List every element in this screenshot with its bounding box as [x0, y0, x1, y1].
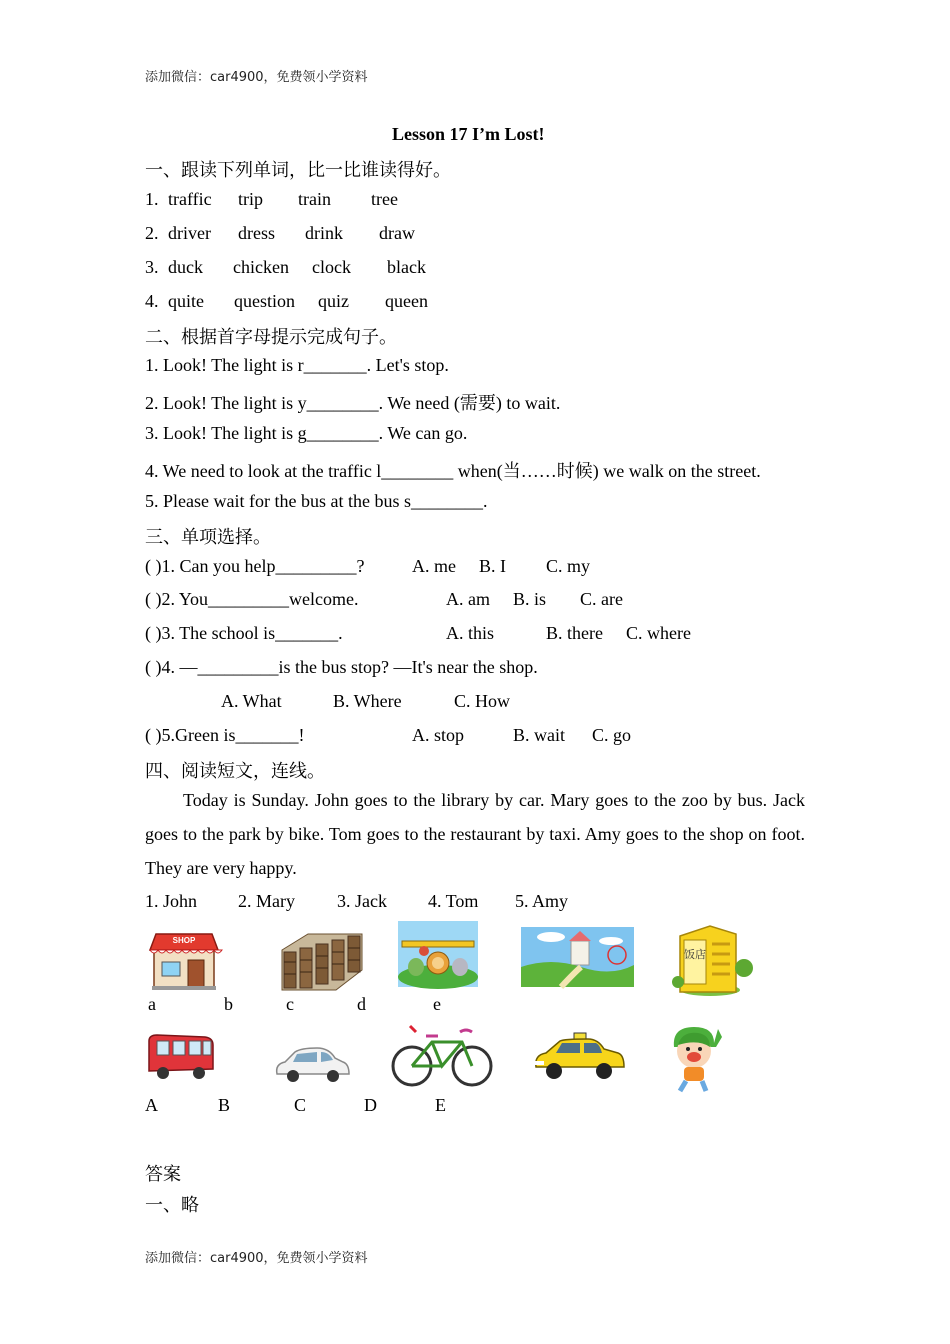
word: chicken	[233, 257, 289, 277]
section2-heading: 二、根据首字母提示完成句子。	[145, 327, 397, 348]
answers-line: 一、略	[145, 1195, 199, 1216]
word: driver	[168, 223, 211, 243]
place-letter: c	[286, 994, 294, 1014]
name-item: 3. Jack	[337, 891, 387, 911]
passage-text: Today is Sunday. John goes to the library by car. Mary goes to the zoo by bus. Jack goes to the park by bike. Tom goes to the restaurant by taxi. Amy goes to the shop on foot. They are very happy.	[145, 790, 805, 878]
place-letter: d	[357, 994, 366, 1014]
option-c: C. my	[546, 556, 591, 576]
fill-sentence: 4. We need to look at the traffic l________ when(当……时候) we walk on the street.	[145, 461, 761, 481]
bus-icon	[145, 1033, 215, 1081]
word: clock	[312, 257, 351, 277]
option-a: A. this	[446, 623, 495, 643]
place-letter: a	[148, 994, 156, 1014]
vehicle-letter: E	[435, 1095, 446, 1115]
place-letter: e	[433, 994, 441, 1014]
zoo-icon	[398, 921, 478, 987]
option-a: A. stop	[412, 725, 465, 745]
word: black	[387, 257, 426, 277]
taxi-icon	[532, 1031, 626, 1083]
word: trip	[238, 189, 263, 209]
word: question	[234, 291, 295, 311]
question-text: ( )1. Can you help_________?	[145, 556, 365, 576]
vehicle-letter: D	[364, 1095, 377, 1115]
shop-sign-text: SHOP	[172, 936, 196, 945]
vehicle-letter: B	[218, 1095, 231, 1115]
section1-heading: 一、跟读下列单词，比一比谁读得好。	[145, 160, 451, 181]
fill-sentence: 3. Look! The light is g________. We can go.	[145, 423, 468, 443]
option-b: B. I	[479, 556, 506, 576]
word: train	[298, 189, 331, 209]
option-c: C. go	[592, 725, 632, 745]
word: tree	[371, 189, 398, 209]
name-item: 4. Tom	[428, 891, 479, 911]
option-a: A. am	[446, 589, 490, 609]
option-b: B. Where	[333, 691, 402, 711]
name-item: 1. John	[145, 891, 198, 911]
section3-heading: 三、单项选择。	[145, 527, 271, 548]
restaurant-icon	[670, 922, 756, 998]
bike-icon	[390, 1022, 494, 1088]
option-a: A. What	[221, 691, 282, 711]
word: traffic	[168, 189, 212, 209]
word: quite	[168, 291, 204, 311]
park-icon	[521, 927, 634, 987]
car-icon	[273, 1046, 351, 1084]
word-row-number: 2.	[145, 223, 159, 243]
fill-sentence: 5. Please wait for the bus at the bus s________.	[145, 491, 488, 511]
question-text: ( )3. The school is_______.	[145, 623, 343, 643]
name-item: 2. Mary	[238, 891, 295, 911]
fill-sentence: 2. Look! The light is y________. We need (需要) to wait.	[145, 393, 561, 413]
library-icon	[278, 926, 364, 992]
lesson-title: Lesson 17 I’m Lost!	[392, 124, 545, 144]
fill-sentence: 1. Look! The light is r_______. Let's stop.	[145, 355, 449, 375]
word-row-number: 4.	[145, 291, 159, 311]
restaurant-sign-text: 饭店	[684, 948, 706, 961]
question-text: ( )5.Green is_______!	[145, 725, 305, 745]
word: duck	[168, 257, 203, 277]
question-text: ( )4. —_________is the bus stop? —It's near the shop.	[145, 657, 538, 677]
answers-heading: 答案	[145, 1164, 181, 1185]
shop-icon	[148, 928, 220, 990]
footer-note: 添加微信：car4900，免费领小学资料	[145, 1251, 368, 1266]
word: quiz	[318, 291, 349, 311]
word-row-number: 3.	[145, 257, 159, 277]
word: draw	[379, 223, 415, 243]
header-note: 添加微信：car4900，免费领小学资料	[145, 70, 368, 85]
word: dress	[238, 223, 275, 243]
option-b: B. there	[546, 623, 603, 643]
option-a: A. me	[412, 556, 456, 576]
option-c: C. are	[580, 589, 623, 609]
word: drink	[305, 223, 343, 243]
reading-passage	[145, 783, 805, 885]
name-item: 5. Amy	[515, 891, 569, 911]
word: queen	[385, 291, 428, 311]
section4-heading: 四、阅读短文，连线。	[145, 761, 325, 782]
vehicle-letter: A	[145, 1095, 158, 1115]
vehicle-letter: C	[294, 1095, 307, 1115]
option-c: C. where	[626, 623, 691, 643]
option-b: B. wait	[513, 725, 565, 745]
walking-child-icon	[668, 1023, 724, 1095]
option-c: C. How	[454, 691, 511, 711]
option-b: B. is	[513, 589, 547, 609]
question-text: ( )2. You_________welcome.	[145, 589, 359, 609]
word-row-number: 1.	[145, 189, 159, 209]
place-letter: b	[224, 994, 233, 1014]
